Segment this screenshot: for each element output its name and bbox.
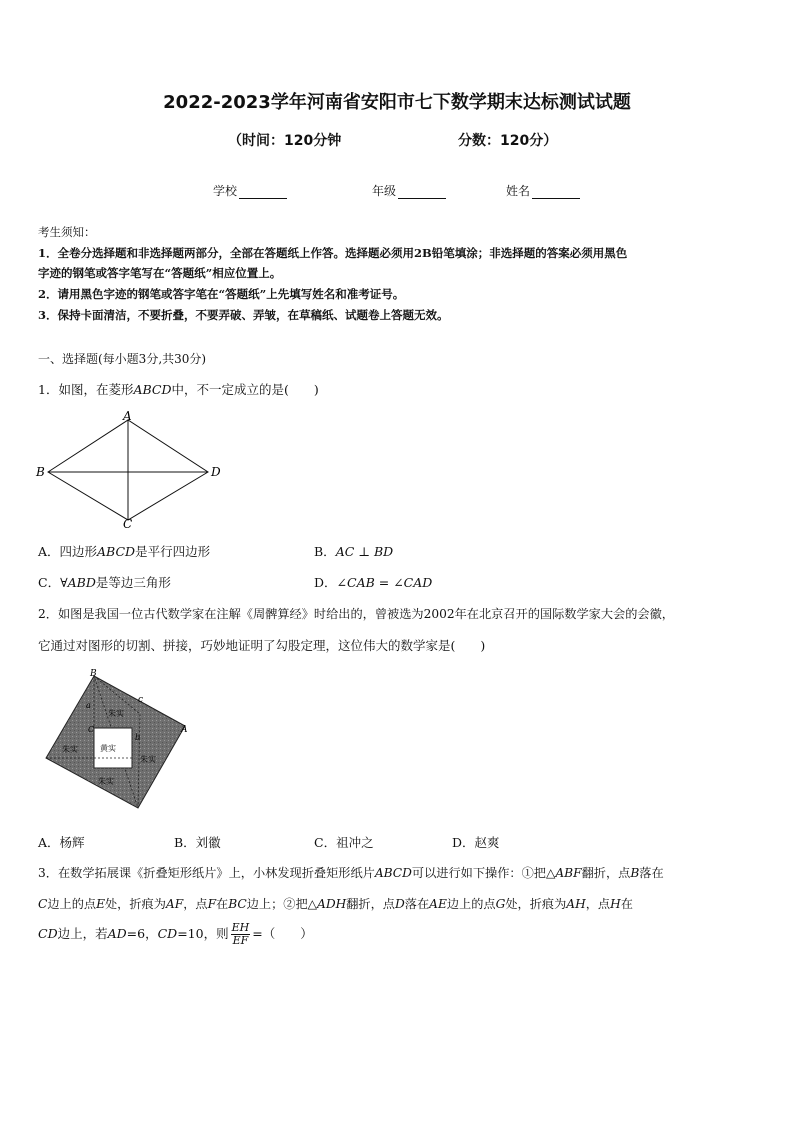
q3-v17: CD [157,926,178,941]
q3-t16: 边上，若 [57,926,108,941]
notice-heading: 考生须知： [38,225,96,239]
q3-t8: 在 [216,897,229,911]
notice-item-1: 1．全卷分选择题和非选择题两部分，全部在答题纸上作答。选择题必须用2B铅笔填涂；非选择题的答案必须用黑色 [38,246,628,260]
label-b: B [36,465,45,479]
q1-option-d-text: D． [314,575,337,590]
q3-v4: C [38,897,48,911]
fig2-label-big-c: C [88,725,95,734]
fig2-label-small-c: c [138,695,144,705]
notice-item-3: 3．保持卡面清洁，不要折叠，不要弄破、弄皱，在草稿纸、试题卷上答题无效。 [38,308,449,322]
school-label: 学校 [213,184,238,198]
q3-v16: AD [107,926,127,941]
q3-v11: AE [429,897,447,911]
question-3-line-2 [38,895,633,912]
eh-over-ef-fraction [231,922,251,947]
label-a: A [123,410,132,423]
name-field[interactable] [506,182,580,199]
q3-v5: E [96,897,105,911]
fig2-label-a-small: a [86,701,91,710]
rhombus-figure [32,410,232,532]
q1-option-b-text: B． [314,544,336,559]
q3-v1: ABCD [374,866,412,880]
q1-option-a[interactable] [38,542,210,560]
q1-option-b-math: AC ⊥ BD [335,544,394,559]
q3-v3: B [630,866,640,880]
q3-t12: 边上的点 [446,897,496,911]
notice-item-1-cont: 字迹的钢笔或答字笔写在“答题纸”相应位置上。 [38,266,282,280]
q1-option-b[interactable] [314,542,393,560]
q3-v13: AH [566,897,586,911]
fraction-numerator: EH [231,921,250,934]
huang-shi: 黄实 [100,744,116,753]
q1-option-c-text: C． [38,575,61,590]
q1-option-c-math: ∀ABD [60,575,96,590]
zhao-shuang-string-figure [40,668,200,818]
exam-time: （时间：120分钟 [228,133,342,149]
fraction-denominator: EF [232,934,249,947]
q3-t19: =（ ） [252,926,313,941]
question-3-line-3 [38,922,313,947]
fig2-label-b-small: b [135,733,141,742]
question-1-stem [38,380,319,398]
q3-v14: H [610,897,621,911]
zhu-shi-3: 朱实 [140,755,156,764]
q3-t11: 落在 [404,897,430,911]
q2-option-d[interactable]: D．赵爽 [452,835,500,850]
q3-v7: F [207,897,217,911]
q3-v2: ABF [555,866,582,880]
q1-option-a-post: 是平行四边形 [135,544,211,559]
q3-t14: ，点 [585,897,611,911]
q3-t2: 可以进行如下操作：①把△ [411,866,556,880]
q2-option-c[interactable]: C．祖冲之 [314,835,374,850]
q3-t7: ，点 [183,897,208,911]
zhu-shi-4: 朱实 [98,777,114,786]
grade-label: 年级 [372,184,397,198]
q1-option-a-text: A．四边形 [38,544,98,559]
name-label: 姓名 [506,184,531,198]
q3-t13: 处，折痕为 [505,897,567,911]
q1-text: 1．如图，在菱形 [38,382,134,397]
q3-v8: BC [228,897,247,911]
section-heading: 一、选择题(每小题3分,共30分) [38,352,207,366]
fig2-label-b: B [90,669,97,679]
fig2-label-a: A [181,725,188,735]
q2-option-b[interactable]: B．刘徽 [174,835,221,850]
q2-option-a[interactable]: A．杨辉 [38,835,85,850]
q1-option-c-post: 是等边三角形 [95,575,171,590]
zhu-shi-2: 朱实 [62,745,78,754]
q1-option-d[interactable] [314,573,432,591]
q3-t6: 处，折痕为 [104,897,166,911]
label-c: C [123,517,133,531]
q3-t15: 在 [620,897,633,911]
question-3-line-1 [38,864,664,881]
q3-v9: ADH [317,897,347,911]
name-blank[interactable] [532,186,580,199]
q1-var: ABCD [133,382,172,397]
notice-item-2: 2．请用黑色字迹的钢笔或答字笔在“答题纸”上先填写姓名和准考证号。 [38,287,405,301]
exam-score: 分数：120分） [458,133,558,149]
q3-t18: =10，则 [177,926,229,941]
page-title: 2022-2023学年河南省安阳市七下数学期末达标测试试题 [163,92,631,113]
q3-t17: =6， [126,926,158,941]
q3-t10: 翻折，点 [346,897,395,911]
label-d: D [211,465,221,479]
q1-option-c[interactable] [38,573,171,591]
q3-t1: 3．在数学拓展课《折叠矩形纸片》上，小林发现折叠矩形纸片 [38,866,375,880]
q3-v15: CD [38,926,58,941]
q1-option-d-math: ∠CAB = ∠CAD [336,575,433,590]
q1-text-post: 中，不一定成立的是( ) [171,382,319,397]
q3-v10: D [395,897,405,911]
grade-blank[interactable] [398,186,446,199]
question-2-stem-line-1: 2．如图是我国一位古代数学家在注解《周髀算经》时给出的，曾被选为2002年在北京召开的国际数学家大会的会徽， [38,607,674,621]
school-field[interactable] [213,182,287,199]
q3-t5: 边上的点 [47,897,97,911]
question-2-stem-line-2: 它通过对图形的切割、拼接，巧妙地证明了勾股定理，这位伟大的数学家是( ) [38,638,486,653]
q3-t9: 边上；②把△ [246,897,318,911]
zhu-shi-1: 朱实 [108,709,124,718]
q3-v6: AF [165,897,184,911]
q1-option-a-var: ABCD [97,544,136,559]
school-blank[interactable] [239,186,287,199]
q3-v12: G [495,897,506,911]
grade-field[interactable] [372,182,446,199]
q3-t3: 翻折，点 [581,866,631,880]
q3-t4: 落在 [639,866,664,880]
